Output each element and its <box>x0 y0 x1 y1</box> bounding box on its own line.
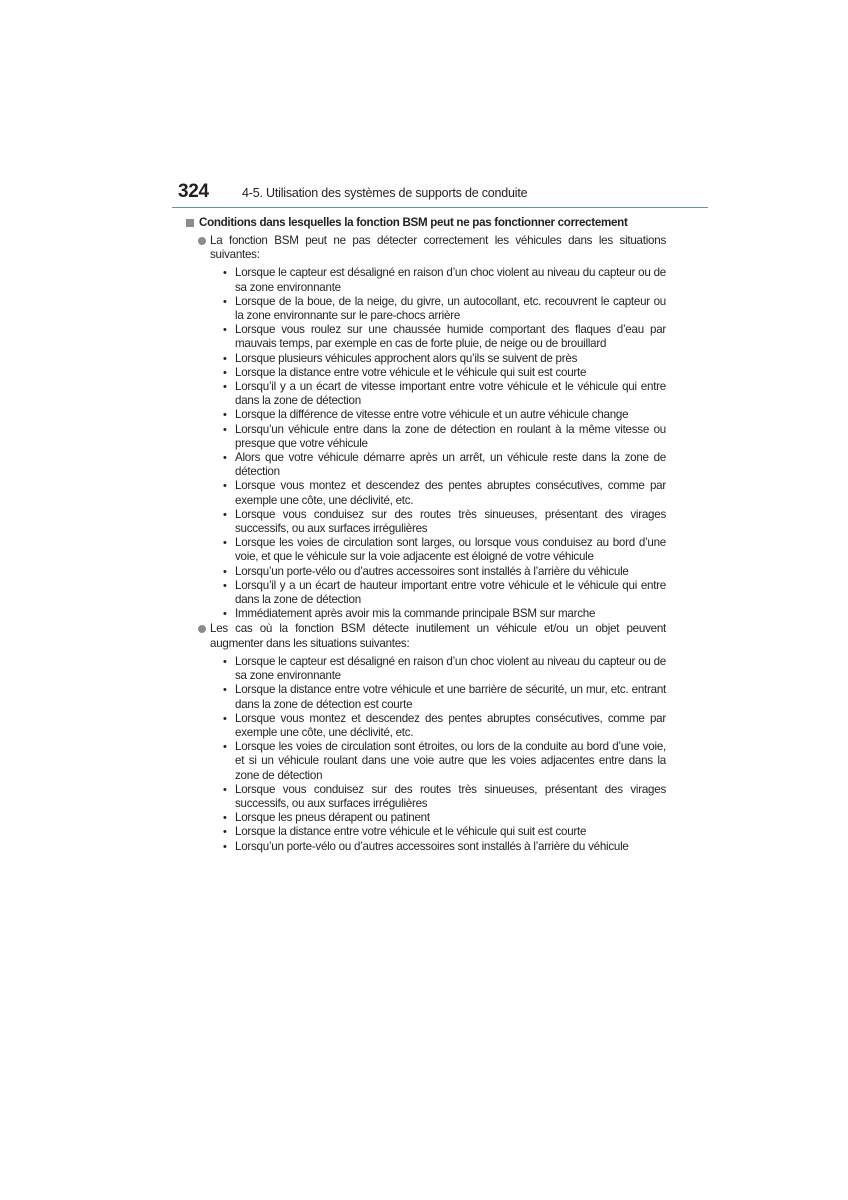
list-item-text: Lorsque vous roulez sur une chaussée humide comportant des flaques d’eau par mauvais temps, par exemple en cas de forte pluie, de neige ou de brouillard <box>235 323 666 351</box>
list-item <box>222 565 666 579</box>
list-item-text: Alors que votre véhicule démarre après un arrêt, un véhicule reste dans la zone de détection <box>235 451 666 479</box>
list-item <box>222 479 666 507</box>
list-item <box>222 607 666 621</box>
list-item <box>222 783 666 811</box>
subheading-text: Conditions dans lesquelles la fonction BSM peut ne pas fonctionner correctement <box>199 216 628 229</box>
list-item <box>222 683 666 711</box>
section-title: 4-5. Utilisation des systèmes de supports de conduite <box>242 186 528 200</box>
list-item <box>222 712 666 740</box>
list-item <box>222 295 666 323</box>
list-item <box>222 508 666 536</box>
list-item <box>222 451 666 479</box>
list-item <box>222 380 666 408</box>
main-content <box>186 215 666 855</box>
bullet-dot-icon: • <box>223 579 227 592</box>
list-item-text: Lorsque la distance entre votre véhicule et le véhicule qui suit est courte <box>235 365 587 379</box>
header-divider <box>172 207 708 208</box>
bullet-dot-icon: • <box>223 295 227 308</box>
list-item <box>222 423 666 451</box>
list-item-text: Lorsque la distance entre votre véhicule et le véhicule qui suit est courte <box>235 825 587 839</box>
condition-group <box>186 622 666 853</box>
bullet-dot-icon: • <box>223 267 227 280</box>
list-item-text: Lorsque de la boue, de la neige, du givre, un autocollant, etc. recouvrent le capteur ou la zone environnante sur le pare-chocs arrière <box>235 294 666 323</box>
bullet-dot-icon: • <box>223 655 227 668</box>
page-header <box>172 180 708 208</box>
list-item-text: Lorsque vous conduisez sur des routes très sinueuses, présentant des virages successifs, ou aux surfaces irrégulières <box>235 507 666 536</box>
list-item <box>222 825 666 839</box>
list-item <box>222 740 666 783</box>
bullet-dot-icon: • <box>223 480 227 493</box>
list-item <box>222 840 666 854</box>
bullet-dot-icon: • <box>223 826 227 839</box>
list-item-text: Lorsque le capteur est désaligné en raison d’un choc violent au niveau du capteur ou de sa zone environnante <box>235 266 666 294</box>
list-item <box>222 323 666 351</box>
bullet-dot-icon: • <box>223 537 227 550</box>
condition-list <box>210 655 666 854</box>
list-item-text: Lorsque vous montez et descendez des pentes abruptes consécutives, comme par exemple une côte, une déclivité, etc. <box>235 711 666 739</box>
list-item <box>222 266 666 294</box>
list-item-text: Lorsqu’un porte-vélo ou d’autres accessoires sont installés à l’arrière du véhicule <box>235 564 629 578</box>
bullet-dot-icon: • <box>223 812 227 825</box>
section-subheading <box>186 215 666 231</box>
list-item-text: Lorsque vous conduisez sur des routes très sinueuses, présentant des virages successifs, ou aux surfaces irrégulières <box>235 782 666 810</box>
list-item-text: Lorsque vous montez et descendez des pentes abruptes consécutives, comme par exemple une côte, une déclivité, etc. <box>235 479 666 507</box>
list-item <box>222 536 666 564</box>
page-number: 324 <box>178 181 209 202</box>
bullet-dot-icon: • <box>223 712 227 725</box>
list-item-text: Lorsque plusieurs véhicules approchent alors qu’ils se suivent de près <box>235 351 578 365</box>
group-intro-text: Les cas où la fonction BSM détecte inutilement un véhicule et/ou un objet peuvent augmenter dans les situations suivantes: <box>210 622 666 650</box>
condition-group <box>186 234 666 621</box>
list-item <box>222 366 666 380</box>
bullet-dot-icon: • <box>223 366 227 379</box>
list-item-text: Lorsque la distance entre votre véhicule et une barrière de sécurité, un mur, etc. entrant dans la zone de détection est courte <box>235 683 666 711</box>
list-item-text: Lorsque les voies de circulation sont étroites, ou lors de la conduite au bord d’une voie, et si un véhicule roulant dans une voie autre que les voies adjacentes entre dans la zone de détection <box>235 740 666 782</box>
bullet-dot-icon: • <box>223 452 227 465</box>
bullet-dot-icon: • <box>223 684 227 697</box>
list-item <box>222 655 666 683</box>
list-item-text: Lorsqu’il y a un écart de hauteur important entre votre véhicule et le véhicule qui entre dans la zone de détection <box>235 578 666 607</box>
list-item <box>222 811 666 825</box>
bullet-dot-icon: • <box>223 565 227 578</box>
bullet-dot-icon: • <box>223 409 227 422</box>
condition-groups <box>186 234 666 854</box>
bullet-dot-icon: • <box>223 741 227 754</box>
list-item-text: Lorsque le capteur est désaligné en raison d’un choc violent au niveau du capteur ou de sa zone environnante <box>235 654 666 683</box>
list-item <box>222 352 666 366</box>
group-intro-text: La fonction BSM peut ne pas détecter correctement les véhicules dans les situations suivantes: <box>210 234 666 262</box>
list-item-text: Immédiatement après avoir mis la commande principale BSM sur marche <box>235 607 596 621</box>
bullet-dot-icon: • <box>223 381 227 394</box>
list-item-text: Lorsque la différence de vitesse entre votre véhicule et un autre véhicule change <box>235 408 629 422</box>
bullet-dot-icon: • <box>223 783 227 796</box>
list-item-text: Lorsqu’il y a un écart de vitesse important entre votre véhicule et le véhicule qui entre dans la zone de détection <box>235 380 666 408</box>
list-item-text: Lorsque les voies de circulation sont larges, ou lorsque vous conduisez au bord d’une voie, et que le véhicule sur la voie adjacente est éloigné de votre véhicule <box>235 536 666 564</box>
bullet-dot-icon: • <box>223 352 227 365</box>
bullet-dot-icon: • <box>223 423 227 436</box>
list-item-text: Lorsqu’un porte-vélo ou d’autres accessoires sont installés à l’arrière du véhicule <box>235 839 629 853</box>
circle-bullet-icon <box>198 625 206 633</box>
bullet-dot-icon: • <box>223 324 227 337</box>
list-item <box>222 579 666 607</box>
square-bullet-icon <box>186 219 194 227</box>
list-item-text: Lorsqu’un véhicule entre dans la zone de détection en roulant à la même vitesse ou presque que votre véhicule <box>235 422 666 450</box>
bullet-dot-icon: • <box>223 608 227 621</box>
list-item-text: Lorsque les pneus dérapent ou patinent <box>235 811 430 825</box>
bullet-dot-icon: • <box>223 508 227 521</box>
bullet-dot-icon: • <box>223 840 227 853</box>
condition-list <box>210 266 666 621</box>
circle-bullet-icon <box>198 237 206 245</box>
list-item <box>222 408 666 422</box>
